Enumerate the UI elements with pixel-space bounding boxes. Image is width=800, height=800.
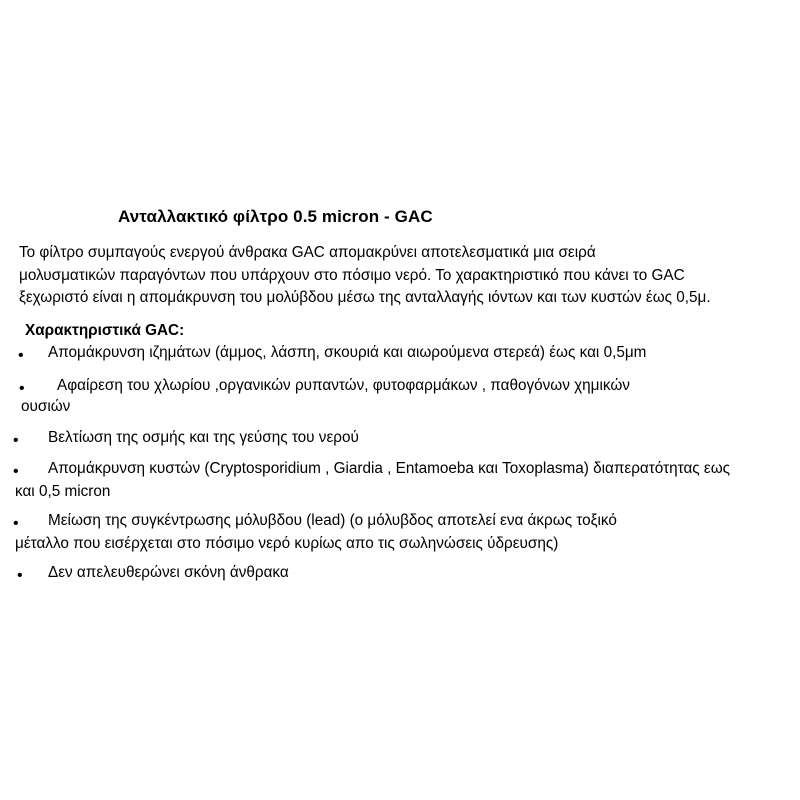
feature-line: Απομάκρυνση ιζημάτων (άμμος, λάσπη, σκουριά και αιωρούμενα στερεά) έως και 0,5μm xyxy=(48,344,647,361)
features-heading: Χαρακτηριστικά GAC: xyxy=(25,322,185,339)
intro-paragraph xyxy=(19,242,794,310)
product-title: Ανταλλακτικό φίλτρο 0.5 micron - GAC xyxy=(118,207,433,226)
bullet-icon: • xyxy=(18,347,24,364)
bullet-icon: • xyxy=(13,463,19,480)
intro-line: μολυσματικών παραγόντων που υπάρχουν στο πόσιμο νερό. Το χαρακτηριστικό που κάνει το GAC xyxy=(19,266,685,284)
feature-item xyxy=(48,427,359,450)
feature-item xyxy=(15,458,730,503)
feature-line: μέταλλο που εισέρχεται στο πόσιμο νερό κυρίως απο τις σωληνώσεις ύδρευσης) xyxy=(15,534,559,552)
feature-item xyxy=(15,510,617,555)
feature-line: Απομάκρυνση κυστών (Cryptosporidium , Giardia , Entamoeba και Toxoplasma) διαπερατότητας εως xyxy=(48,460,731,477)
feature-line: Αφαίρεση του χλωρίου ,οργανικών ρυπαντών, φυτοφαρμάκων , παθογόνων χημικών xyxy=(57,377,630,394)
bullet-icon: • xyxy=(13,432,19,449)
bullet-icon: • xyxy=(17,567,23,584)
intro-line: ξεχωριστό είναι η απομάκρυνση του μολύβδου μέσω της ανταλλαγής ιόντων και των κυστών έως 0,5μ. xyxy=(19,289,711,306)
bullet-icon: • xyxy=(13,515,19,532)
feature-item xyxy=(48,342,646,365)
feature-line: ουσιών xyxy=(21,397,71,415)
feature-line: Μείωση της συγκέντρωσης μόλυβδου (lead) (ο μόλυβδος αποτελεί ενα άκρως τοξικό xyxy=(48,512,617,529)
bullet-icon: • xyxy=(19,380,25,397)
feature-item xyxy=(48,562,289,585)
feature-line: Βελτίωση της οσμής και της γεύσης του νερού xyxy=(48,429,359,446)
feature-line: Δεν απελευθερώνει σκόνη άνθρακα xyxy=(48,564,289,581)
intro-line: Το φίλτρο συμπαγούς ενεργού άνθρακα GAC απομακρύνει αποτελεσματικά μια σειρά xyxy=(19,244,596,261)
feature-line: και 0,5 micron xyxy=(15,482,111,500)
feature-item xyxy=(21,375,630,418)
